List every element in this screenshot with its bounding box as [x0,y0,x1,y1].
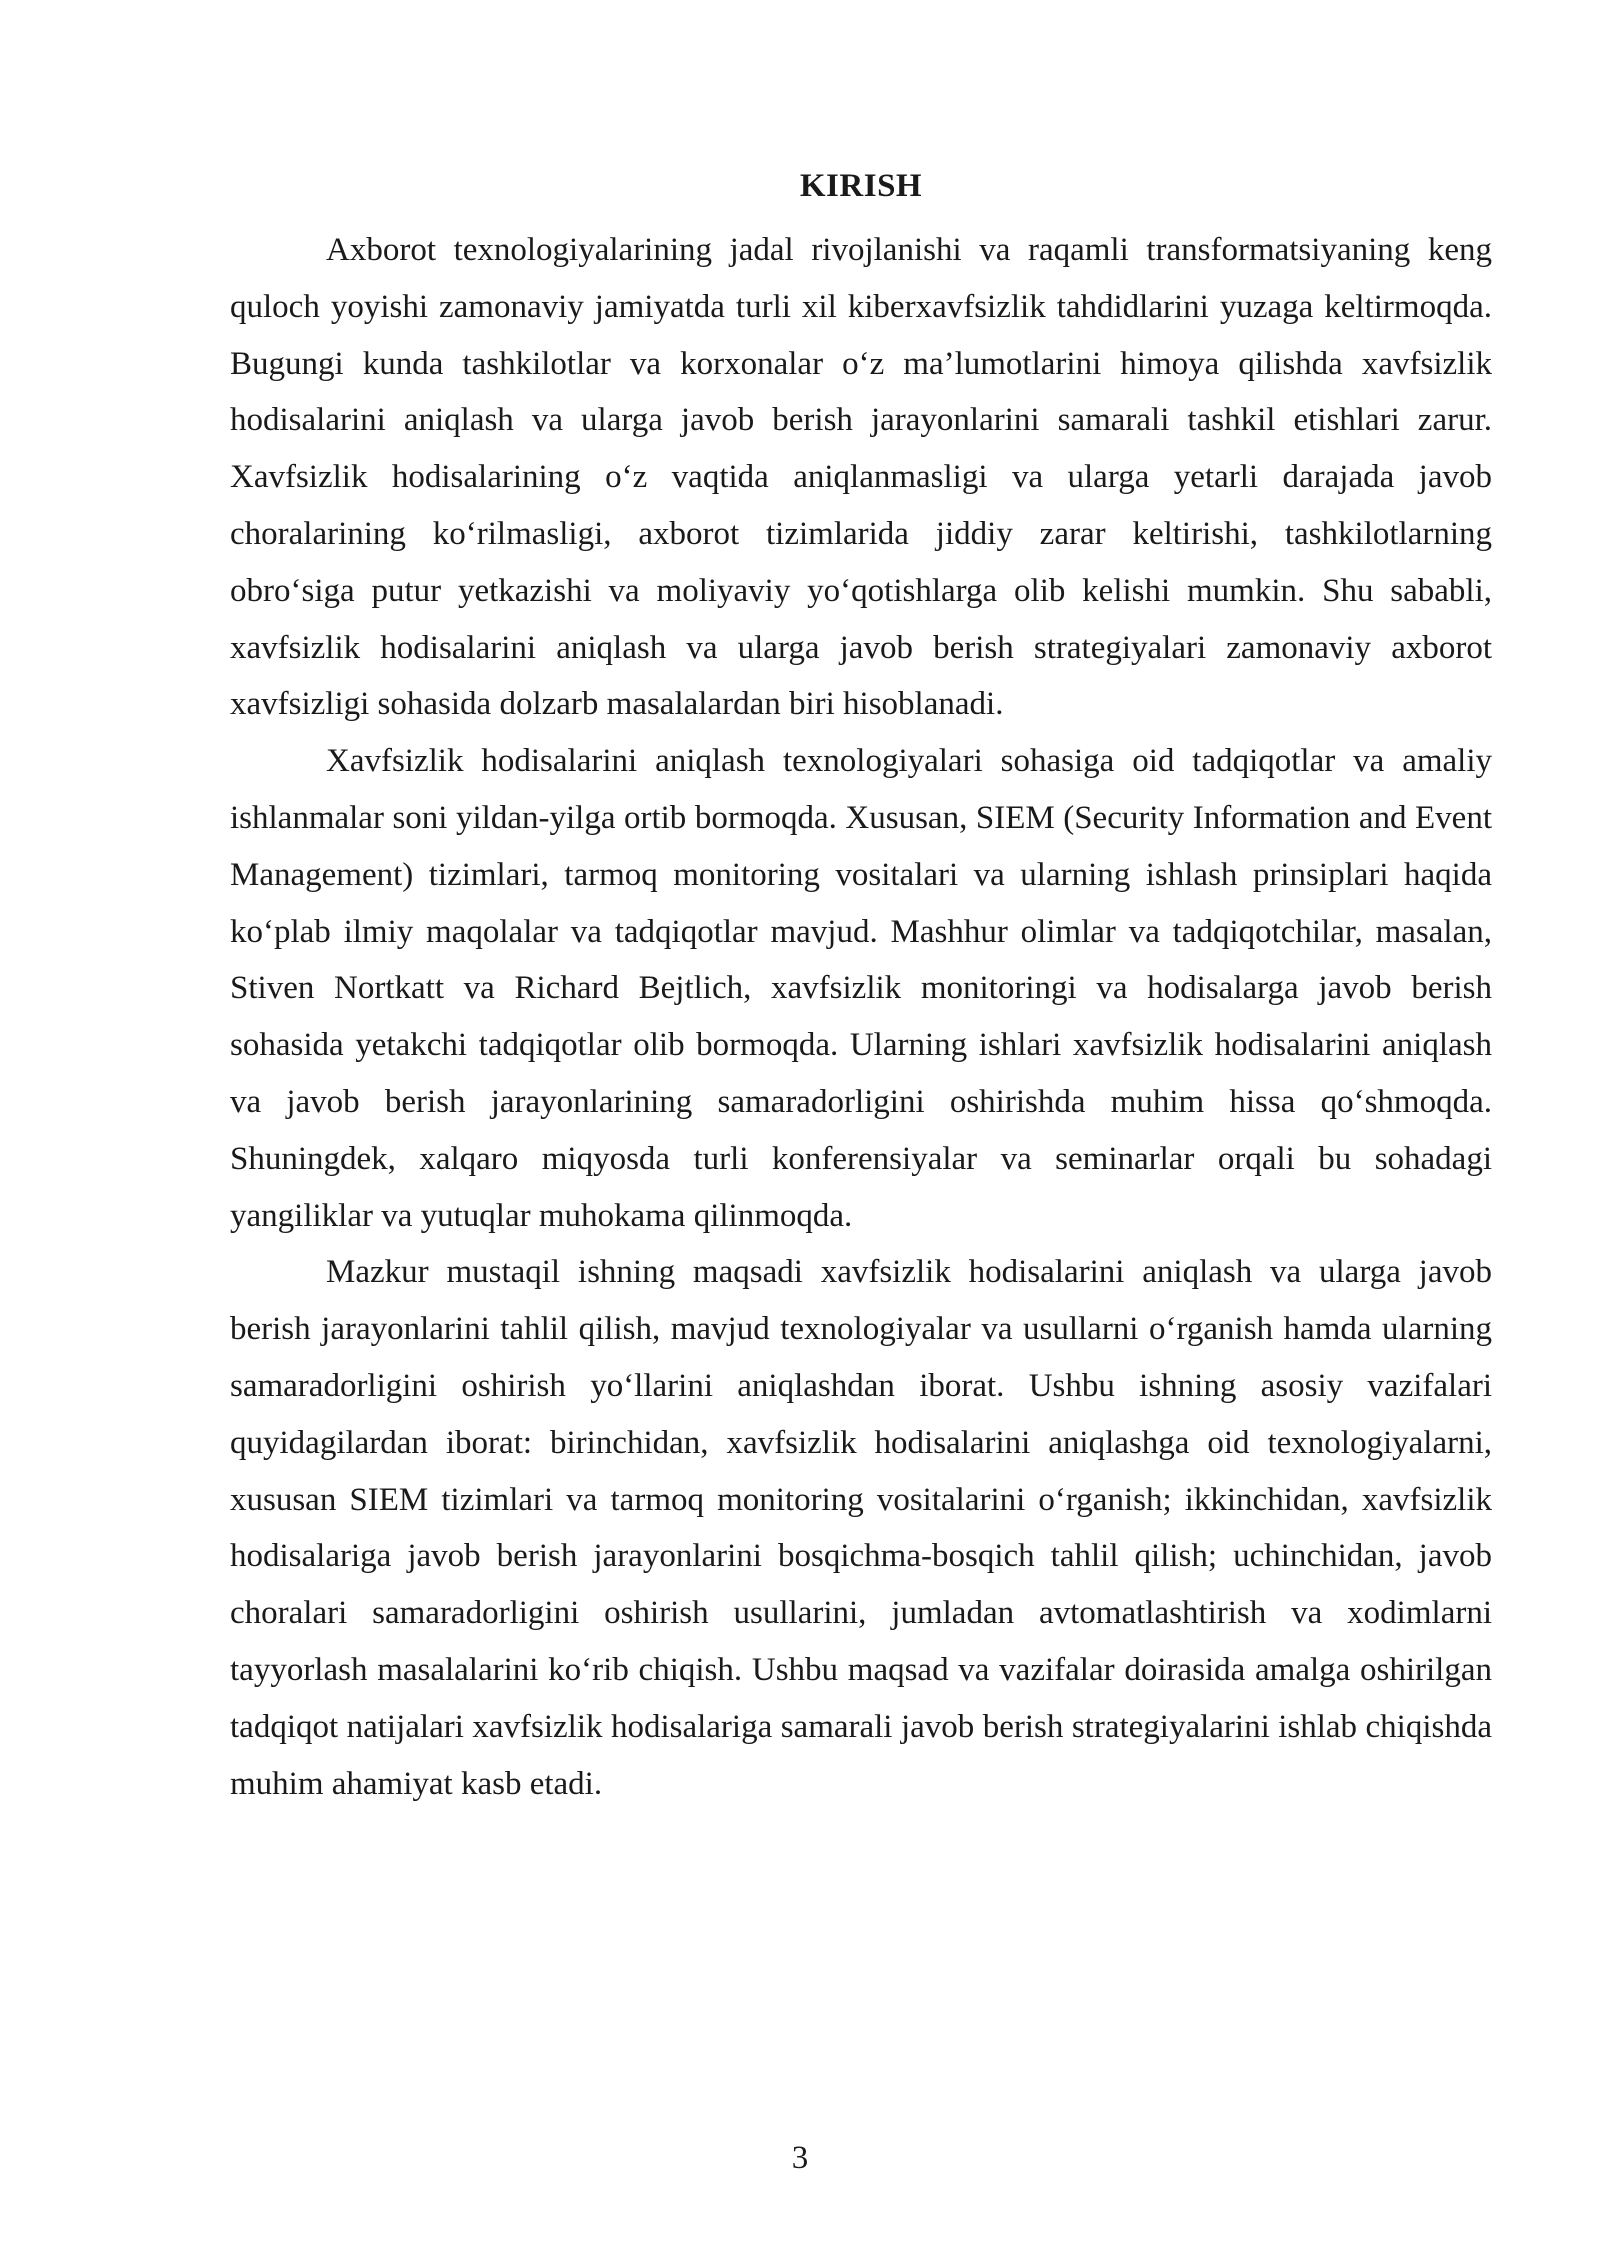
intro-paragraph-1: Axborot texnologiyalarining jadal rivojlanishi va raqamli transformatsiyaning keng quloch yoyishi zamonaviy jamiyatda turli xil kiberxavfsizlik tahdidlarini yuzaga keltirmoqda. Bugungi kunda tashkilotlar va korxonalar o‘z ma’lumotlarini himoya qilishda xavfsizlik hodisalarini aniqlash va ularga javob berish jarayonlarini samarali tashkil etishlari zarur. Xavfsizlik hodisalarining o‘z vaqtida aniqlanmasligi va ularga yetarli darajada javob choralarining ko‘rilmasligi, axborot tizimlarida jiddiy zarar keltirishi, tashkilotlarning obro‘siga putur yetkazishi va moliyaviy yo‘qotishlarga olib kelishi mumkin. Shu sababli, xavfsizlik hodisalarini aniqlash va ularga javob berish strategiyalari zamonaviy axborot xavfsizligi sohasida dolzarb masalalardan biri hisoblanadi. [230,232,1492,723]
intro-paragraph-2: Xavfsizlik hodisalarini aniqlash texnologiyalari sohasiga oid tadqiqotlar va amaliy ishlanmalar soni yildan-yilga ortib bormoqda. Xususan, SIEM (Security Information and Event Management) tizimlari, tarmoq monitoring vositalari va ularning ishlash prinsiplari haqida ko‘plab ilmiy maqolalar va tadqiqotlar mavjud. Mashhur olimlar va tadqiqotchilar, masalan, Stiven Nortkatt va Richard Bejtlich, xavfsizlik monitoringi va hodisalarga javob berish sohasida yetakchi tadqiqotlar olib bormoqda. Ularning ishlari xavfsizlik hodisalarini aniqlash va javob berish jarayonlarining samaradorligini oshirishda muhim hissa qo‘shmoqda. Shuningdek, xalqaro miqyosda turli konferensiyalar va seminarlar orqali bu sohadagi yangiliklar va yutuqlar muhokama qilinmoqda. [230,743,1492,1234]
page-content [230,158,1492,1812]
page-number: 3 [791,2140,809,2176]
section-title: KIRISH [799,168,923,204]
intro-paragraph-3: Mazkur mustaqil ishning maqsadi xavfsizlik hodisalarini aniqlash va ularga javob berish jarayonlarini tahlil qilish, mavjud texnologiyalar va usullarni o‘rganish hamda ularning samaradorligini oshirish yo‘llarini aniqlashdan iborat. Ushbu ishning asosiy vazifalari quyidagilardan iborat: birinchidan, xavfsizlik hodisalarini aniqlashga oid texnologiyalarni, xususan SIEM tizimlari va tarmoq monitoring vositalarini o‘rganish; ikkinchidan, xavfsizlik hodisalariga javob berish jarayonlarini bosqichma-bosqich tahlil qilish; uchinchidan, javob choralari samaradorligini oshirish usullarini, jumladan avtomatlashtirish va xodimlarni tayyorlash masalalarini ko‘rib chiqish. Ushbu maqsad va vazifalar doirasida amalga oshirilgan tadqiqot natijalari xavfsizlik hodisalariga samarali javob berish strategiyalarini ishlab chiqishda muhim ahamiyat kasb etadi. [230,1254,1492,1802]
